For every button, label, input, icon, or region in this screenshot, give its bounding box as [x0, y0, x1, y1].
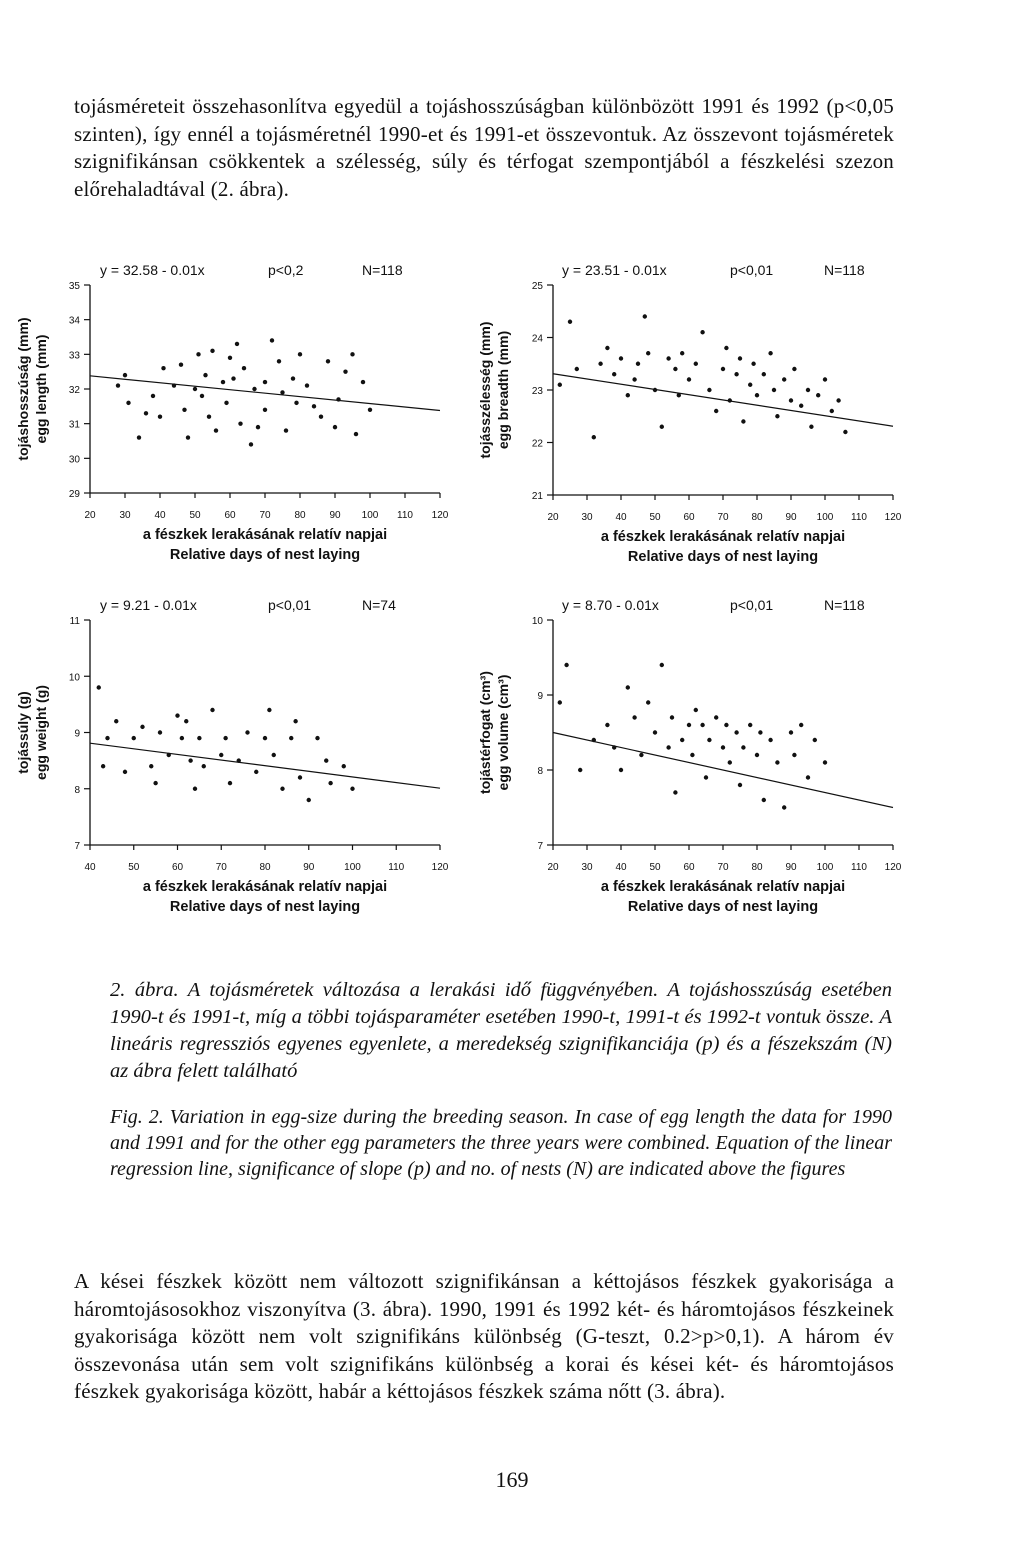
bottom-right-data-point [775, 760, 779, 764]
top-right-data-point [748, 383, 752, 387]
top-right-data-point [660, 425, 664, 429]
bottom-right-data-point [592, 738, 596, 742]
bottom-left-data-point [315, 736, 319, 740]
top-right-data-point [673, 367, 677, 371]
bottom-right-data-point [762, 798, 766, 802]
bottom-left-data-point [188, 758, 192, 762]
bottom-right-n-count: N=118 [824, 597, 865, 613]
bottom-right-data-point [707, 738, 711, 742]
bottom-right-data-point [789, 730, 793, 734]
caption-en-body: Variation in egg-size during the breeding season. In case of egg length the data for 1990 and 1991 and for the other egg parameters the three years were combined. Equation of the linear regression line, significance of slope (p) and no. of nests (N) are indicated above the figures [110, 1106, 892, 1180]
paragraph-top: tojásméreteit összehasonlítva egyedül a tojáshosszúságban különbözött 1991 és 1992 (p<0,05 szinten), így ennél a tojásméretnél 1990-et és 1991-et összevontuk. Az összevont tojásméretek szignifikánsan csökkentek a szélesség, súly és térfogat szempontjából a fészkelési szezon előrehaladtával (2. ábra). [74, 94, 894, 201]
bottom-right-data-point [558, 700, 562, 704]
top-right-data-point [575, 367, 579, 371]
top-left-ytick-label: 34 [68, 315, 80, 327]
bottom-right-ytick-label: 9 [537, 691, 543, 702]
top-left-ytick-label: 32 [68, 385, 80, 396]
top-left-data-point [182, 408, 186, 412]
top-left-data-point [214, 428, 218, 432]
top-left-data-point [361, 380, 365, 384]
caption-hungarian [110, 977, 892, 1085]
top-right-ytick-label: 24 [531, 333, 543, 345]
bottom-right-data-point [721, 745, 725, 749]
top-left-data-point [186, 435, 190, 439]
top-right-p-value: p<0,01 [730, 262, 774, 278]
top-right-xtick-label: 20 [547, 512, 559, 523]
bottom-right-data-point [632, 715, 636, 719]
bottom-right-xlabel-en: Relative days of nest laying [627, 899, 819, 915]
top-left-data-point [336, 397, 340, 401]
top-left-data-point [280, 390, 284, 394]
bottom-left-data-point [175, 713, 179, 717]
top-right-data-point [721, 367, 725, 371]
bottom-right-ytick-label: 8 [537, 766, 543, 777]
top-left-data-point [256, 425, 260, 429]
top-right-data-point [677, 393, 681, 397]
top-left-xtick-label: 90 [329, 510, 341, 521]
bottom-right-data-point [738, 783, 742, 787]
top-left-data-point [193, 387, 197, 391]
bottom-left-ytick-label: 8 [74, 784, 80, 796]
bottom-left-xtick-label: 40 [84, 862, 96, 873]
top-right-data-point [836, 398, 840, 402]
bottom-left-data-point [223, 736, 227, 740]
bottom-left-xtick-label: 50 [128, 862, 140, 873]
top-right-data-point [558, 383, 562, 387]
top-left-ytick-label: 35 [68, 281, 80, 292]
top-left-ylabel-en: egg length (mm) [33, 334, 49, 444]
top-right-data-point [782, 377, 786, 381]
bottom-left-ytick-label: 11 [69, 616, 80, 627]
bottom-right-data-point [758, 730, 762, 734]
bottom-left-xlabel-hu: a fészkek lerakásának relatív napjai [142, 879, 388, 895]
bottom-right-ytick-label: 7 [537, 841, 543, 852]
top-left-xtick-label: 30 [119, 510, 131, 521]
top-right-data-point [755, 393, 759, 397]
top-right-data-point [843, 430, 847, 434]
bottom-right-data-point [714, 715, 718, 719]
top-left-data-point [203, 373, 207, 377]
top-left-ytick-label: 30 [68, 454, 80, 466]
top-left-data-point [221, 380, 225, 384]
bottom-left-data-point [307, 798, 311, 802]
top-right-equation: y = 23.51 - 0.01x [562, 262, 667, 278]
bottom-right-ylabel-hu: tojástérfogat (cm³) [477, 671, 493, 794]
caption-english [110, 1104, 892, 1182]
top-left-data-point [312, 404, 316, 408]
bottom-left-ytick-label: 7 [74, 841, 80, 852]
bottom-right-data-point [612, 745, 616, 749]
bottom-right-ylabel-en: egg volume (cm³) [495, 674, 511, 791]
top-left-data-point [249, 442, 253, 446]
bottom-right-data-point [646, 700, 650, 704]
top-right-data-point [653, 388, 657, 392]
top-left-data-point [151, 394, 155, 398]
top-right-data-point [724, 346, 728, 350]
bottom-right-data-point [799, 723, 803, 727]
top-left-xlabel-en: Relative days of nest laying [169, 547, 361, 563]
top-left-xtick-label: 50 [189, 510, 201, 521]
bottom-left-data-point [219, 753, 223, 757]
top-left-data-point [354, 432, 358, 436]
top-left-ytick-label: 29 [68, 489, 80, 500]
bottom-left-data-point [267, 708, 271, 712]
top-right-xtick-label: 50 [649, 512, 661, 523]
bottom-left-data-point [228, 781, 232, 785]
bottom-right-data-point [680, 738, 684, 742]
bottom-left-data-point [280, 787, 284, 791]
top-left-xtick-label: 40 [154, 510, 166, 521]
top-right-xtick-label: 40 [615, 512, 627, 523]
top-left-xtick-label: 120 [431, 510, 449, 521]
top-left-data-point [196, 352, 200, 356]
top-left-xtick-label: 70 [259, 510, 271, 521]
bottom-left-data-point [158, 730, 162, 734]
bottom-left-data-point [298, 775, 302, 779]
bottom-right-xtick-label: 80 [751, 862, 763, 873]
top-right-ytick-label: 23 [531, 386, 543, 397]
bottom-right-data-point [734, 730, 738, 734]
top-left-data-point [242, 366, 246, 370]
top-right-data-point [687, 377, 691, 381]
top-left-data-point [263, 408, 267, 412]
bottom-left-ytick-label: 10 [68, 672, 80, 684]
bottom-right-equation: y = 8.70 - 0.01x [562, 597, 659, 613]
top-left-data-point [231, 376, 235, 380]
top-right-data-point [605, 346, 609, 350]
page-number: 169 [495, 1467, 529, 1492]
top-right-ytick-label: 21 [531, 491, 543, 502]
top-right-data-point [734, 372, 738, 376]
bottom-right-data-point [728, 760, 732, 764]
bottom-right-data-point [673, 790, 677, 794]
bottom-left-data-point [328, 781, 332, 785]
top-left-data-point [277, 359, 281, 363]
top-left-xlabel-hu: a fészkek lerakásának relatív napjai [142, 527, 388, 543]
bottom-right-data-point [792, 753, 796, 757]
top-left-data-point [298, 352, 302, 356]
top-right-regression-line [553, 374, 893, 427]
top-left-xtick-label: 110 [397, 510, 413, 521]
top-left-data-point [210, 349, 214, 353]
caption-en-label: Fig. 2. [110, 1106, 164, 1128]
top-left-equation: y = 32.58 - 0.01x [100, 262, 205, 278]
bottom-left-regression-line [90, 743, 440, 788]
bottom-right-data-point [564, 663, 568, 667]
top-right-xtick-label: 60 [683, 512, 695, 523]
bottom-left-data-point [350, 787, 354, 791]
bottom-left-xtick-label: 120 [431, 862, 449, 873]
top-right-data-point [694, 362, 698, 366]
top-right-data-point [646, 351, 650, 355]
top-left-data-point [284, 428, 288, 432]
top-right-data-point [626, 393, 630, 397]
top-right-data-point [666, 356, 670, 360]
bottom-left-data-point [293, 719, 297, 723]
bottom-right-data-point [700, 723, 704, 727]
bottom-left-xlabel-en: Relative days of nest laying [169, 899, 361, 915]
bottom-left-data-point [237, 758, 241, 762]
bottom-right-xtick-label: 20 [547, 862, 559, 873]
bottom-right-xtick-label: 120 [884, 862, 902, 873]
caption-hu-label: 2. ábra. [110, 979, 179, 1001]
top-right-xlabel-en: Relative days of nest laying [627, 549, 819, 565]
bottom-left-data-point [245, 730, 249, 734]
bottom-right-data-point [578, 768, 582, 772]
bottom-right-data-point [626, 685, 630, 689]
top-right-xtick-label: 100 [816, 512, 834, 523]
bottom-left-ylabel-hu: tojássúly (g) [15, 691, 31, 774]
bottom-right-xtick-label: 100 [816, 862, 834, 873]
bottom-left-data-point [202, 764, 206, 768]
top-right-data-point [799, 404, 803, 408]
top-right-data-point [632, 377, 636, 381]
top-left-data-point [137, 435, 141, 439]
bottom-left-data-point [254, 770, 258, 774]
bottom-left-equation: y = 9.21 - 0.01x [100, 597, 197, 613]
bottom-right-data-point [653, 730, 657, 734]
bottom-left-n-count: N=74 [362, 597, 396, 613]
top-left-data-point [270, 338, 274, 342]
bottom-right-data-point [619, 768, 623, 772]
bottom-left-data-point [114, 719, 118, 723]
top-right-xtick-label: 90 [785, 512, 797, 523]
bottom-left-xtick-label: 70 [215, 862, 227, 873]
top-right-ytick-label: 22 [531, 438, 543, 450]
bottom-left-xtick-label: 90 [303, 862, 315, 873]
bottom-left-ytick-label: 9 [74, 728, 80, 740]
top-left-data-point [263, 380, 267, 384]
top-left-data-point [291, 376, 295, 380]
bottom-right-regression-line [553, 733, 893, 808]
top-left-ytick-label: 31 [68, 419, 80, 431]
top-right-data-point [728, 398, 732, 402]
top-right-data-point [636, 362, 640, 366]
caption-hu-body: A tojásméretek változása a lerakási idő függvényében. A tojáshosszúság esetében 1990-t és 1991-t, míg a többi tojásparaméter esetében 1990-t, 1991-t és 1992-t vontuk össze. A lineáris regressziós egyenes egyenlete, a meredekség szignifikanciája (p) és a fészekszám (N) az ábra felett található [110, 979, 892, 1082]
top-right-ylabel-hu: tojásszélesség (mm) [477, 321, 493, 459]
top-left-data-point [333, 425, 337, 429]
top-left-data-point [252, 387, 256, 391]
bottom-left-xtick-label: 110 [388, 862, 405, 873]
bottom-left-xtick-label: 80 [259, 862, 271, 873]
top-left-data-point [238, 421, 242, 425]
bottom-right-xtick-label: 50 [649, 862, 661, 873]
top-right-xtick-label: 30 [581, 512, 593, 523]
bottom-right-data-point [823, 760, 827, 764]
paragraph-bottom: A kései fészkek között nem változott szignifikánsan a kéttojásos fészkek gyakorisága a háromtojásosokhoz viszonyítva (3. ábra). 1990, 1991 és 1992 két- és háromtojásos fészkeinek gyakorisága között nem volt szignifikáns különbség (G-teszt, 0.2>p>0,1). A három év összevonása után sem volt szignifikáns különbség a korai és kései két- és háromtojásos fészkek gyakorisága között, habár a kéttojásos fészkek száma nőtt (3. ábra). [74, 1269, 894, 1403]
top-right-data-point [619, 356, 623, 360]
bottom-right-xtick-label: 40 [615, 862, 627, 873]
top-left-n-count: N=118 [362, 262, 403, 278]
bottom-right-data-point [813, 738, 817, 742]
bottom-right-data-point [687, 723, 691, 727]
bottom-left-data-point [324, 758, 328, 762]
top-left-data-point [126, 401, 130, 405]
top-left-ytick-label: 33 [68, 350, 80, 362]
top-right-data-point [806, 388, 810, 392]
bottom-right-xtick-label: 60 [683, 862, 695, 873]
bottom-left-data-point [193, 787, 197, 791]
bottom-right-xtick-label: 70 [717, 862, 729, 873]
bottom-right-data-point [768, 738, 772, 742]
bottom-left-p-value: p<0,01 [268, 597, 312, 613]
top-right-data-point [830, 409, 834, 413]
bottom-left-data-point [101, 764, 105, 768]
top-left-xtick-label: 20 [84, 510, 96, 521]
top-left-data-point [200, 394, 204, 398]
bottom-right-data-point [704, 775, 708, 779]
top-right-data-point [700, 330, 704, 334]
top-right-data-point [772, 388, 776, 392]
bottom-left-data-point [97, 685, 101, 689]
bottom-left-data-point [342, 764, 346, 768]
bottom-right-data-point [748, 723, 752, 727]
top-left-ylabel-hu: tojáshosszúság (mm) [15, 317, 31, 461]
top-right-data-point [792, 367, 796, 371]
top-right-data-point [680, 351, 684, 355]
bottom-right-data-point [605, 723, 609, 727]
top-left-data-point [294, 401, 298, 405]
bottom-right-data-point [741, 745, 745, 749]
top-left-data-point [350, 352, 354, 356]
top-right-ytick-label: 25 [531, 281, 543, 292]
bottom-right-xtick-label: 90 [785, 862, 797, 873]
top-left-data-point [161, 366, 165, 370]
top-left-data-point [172, 383, 176, 387]
top-right-xlabel-hu: a fészkek lerakásának relatív napjai [600, 529, 846, 545]
bottom-left-data-point [184, 719, 188, 723]
top-right-ylabel-en: egg breadth (mm) [495, 330, 511, 450]
bottom-left-data-point [140, 725, 144, 729]
bottom-right-data-point [806, 775, 810, 779]
top-right-data-point [809, 425, 813, 429]
top-right-data-point [568, 320, 572, 324]
bottom-left-data-point [263, 736, 267, 740]
top-left-data-point [144, 411, 148, 415]
top-right-xtick-label: 80 [751, 512, 763, 523]
top-right-data-point [598, 362, 602, 366]
bottom-right-data-point [782, 805, 786, 809]
top-left-data-point [224, 401, 228, 405]
bottom-left-data-point [105, 736, 109, 740]
bottom-left-data-point [132, 736, 136, 740]
bottom-right-xlabel-hu: a fészkek lerakásának relatív napjai [600, 879, 846, 895]
bottom-right-p-value: p<0,01 [730, 597, 774, 613]
bottom-left-data-point [210, 708, 214, 712]
top-right-data-point [741, 419, 745, 423]
top-right-data-point [768, 351, 772, 355]
top-right-data-point [775, 414, 779, 418]
top-right-data-point [823, 377, 827, 381]
top-right-xtick-label: 120 [884, 512, 902, 523]
top-right-xtick-label: 70 [717, 512, 729, 523]
bottom-right-data-point [660, 663, 664, 667]
bottom-right-data-point [724, 723, 728, 727]
top-left-data-point [116, 383, 120, 387]
top-right-data-point [714, 409, 718, 413]
bottom-left-data-point [289, 736, 293, 740]
top-left-data-point [368, 408, 372, 412]
top-right-data-point [738, 356, 742, 360]
bottom-right-data-point [755, 753, 759, 757]
top-left-data-point [305, 383, 309, 387]
bottom-right-data-point [694, 708, 698, 712]
bottom-right-data-point [666, 745, 670, 749]
top-right-data-point [816, 393, 820, 397]
top-right-n-count: N=118 [824, 262, 865, 278]
bottom-left-ylabel-en: egg weight (g) [33, 685, 49, 780]
bottom-left-data-point [149, 764, 153, 768]
bottom-left-xtick-label: 100 [344, 862, 361, 873]
top-right-data-point [707, 388, 711, 392]
top-right-data-point [592, 435, 596, 439]
top-left-data-point [207, 415, 211, 419]
top-left-xtick-label: 60 [224, 510, 236, 521]
bottom-right-ytick-label: 10 [531, 616, 543, 627]
top-left-xtick-label: 100 [361, 510, 379, 521]
bottom-right-xtick-label: 110 [851, 862, 867, 873]
top-right-data-point [643, 314, 647, 318]
top-left-xtick-label: 80 [294, 510, 306, 521]
bottom-right-xtick-label: 30 [581, 862, 593, 873]
top-right-data-point [612, 372, 616, 376]
bottom-left-data-point [123, 770, 127, 774]
top-left-data-point [158, 415, 162, 419]
bottom-left-data-point [180, 736, 184, 740]
bottom-left-data-point [167, 753, 171, 757]
top-left-data-point [326, 359, 330, 363]
bottom-right-data-point [670, 715, 674, 719]
bottom-right-data-point [690, 753, 694, 757]
top-left-data-point [235, 342, 239, 346]
top-right-data-point [751, 362, 755, 366]
bottom-left-data-point [153, 781, 157, 785]
top-left-data-point [343, 369, 347, 373]
top-left-data-point [123, 373, 127, 377]
top-right-data-point [789, 398, 793, 402]
top-right-data-point [762, 372, 766, 376]
top-left-data-point [319, 415, 323, 419]
top-left-data-point [228, 356, 232, 360]
bottom-left-xtick-label: 60 [171, 862, 184, 873]
top-left-p-value: p<0,2 [268, 262, 304, 278]
top-left-data-point [179, 363, 183, 367]
bottom-left-data-point [197, 736, 201, 740]
bottom-left-data-point [272, 753, 276, 757]
top-right-xtick-label: 110 [851, 512, 867, 523]
bottom-right-data-point [639, 753, 643, 757]
